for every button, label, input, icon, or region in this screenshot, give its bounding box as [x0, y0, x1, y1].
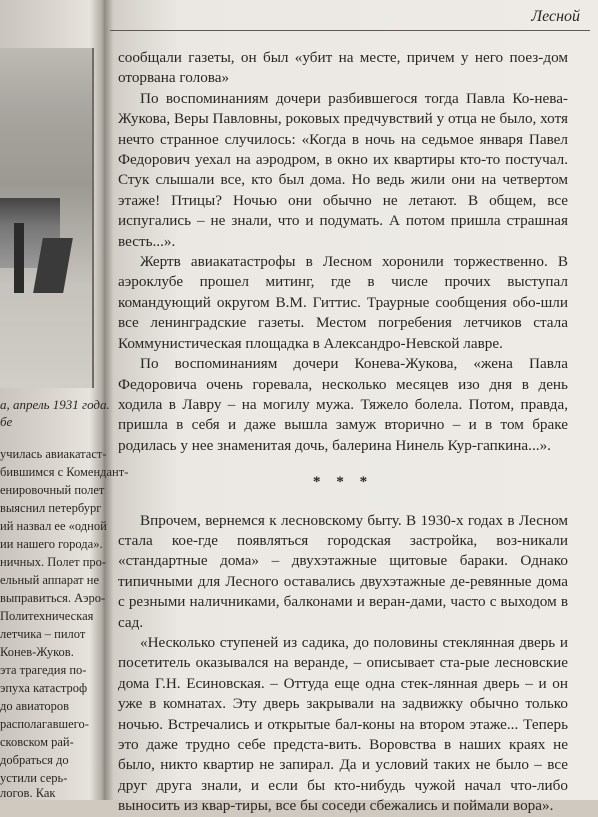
left-text-line: эта трагедия по-: [0, 663, 87, 677]
left-text-line: ельный аппарат не: [0, 573, 99, 587]
left-text-line: ий назвал ее «одной: [0, 519, 107, 533]
left-text-line: эпуха катастроф: [0, 681, 88, 695]
left-text-line: устили серь-: [0, 771, 68, 785]
left-text-line: бившимся с Комендант-: [0, 465, 129, 479]
left-text-line: Политехническая: [0, 609, 94, 623]
paragraph: По воспоминаниям дочери разбившегося тогда Павла Ко-нева-Жукова, Веры Павловны, роковых предчувствий у отца не было, хотя нечто странное случилось: «Когда в ночь на седьмое января Павел Федорович уехал на аэродром, в окно их квартиры кто-то постучал. Стук слышали все, кто был дома. Но ведь жили они на четвертом этаже! Птицы? Ночью они обычно не летают. В общем, все испугались – не знали, что и подумать. А потом пришла страшная весть...».: [118, 89, 568, 250]
body-text: [118, 48, 568, 817]
left-text-line: располагавшего-: [0, 717, 89, 731]
left-page: [0, 0, 129, 800]
paragraph: Жертв авиакатастрофы в Лесном хоронили торжественно. В аэроклубе прошел митинг, где в числе прочих выступал командующий округом В.М. Гиттис. Траурные сообщения обо-шли все ленинградские газеты. Местом погребения летчиков стала Коммунистическая площадка в Александро-Невской лавре.: [118, 253, 568, 352]
left-text-line: енировочный полет: [0, 483, 105, 497]
running-head: [110, 0, 590, 28]
left-text-line: логов. Как: [0, 786, 56, 800]
left-text-line: выяснил петербург: [0, 501, 102, 515]
archival-photo: [0, 48, 94, 388]
photo-caption: [0, 396, 110, 430]
caption-line: бе: [0, 414, 13, 429]
section-title: Лесной: [531, 8, 580, 25]
paragraph: По воспоминаниям дочери Конева-Жукова, «жена Павла Федоровича очень горевала, несколько месяцев изо дня в день ходила в Лавру – на могилу мужа. Тяжело болела. Потом, правда, пришла в себя и даже вышла замуж вторично – и в том браке родилась у нее знаменитая дочь, балерина Нинель Кур-гапкина...».: [118, 355, 568, 454]
left-text-line: ничных. Полет про-: [0, 555, 107, 569]
left-text-line: училась авиакатаст-: [0, 447, 107, 461]
caption-line: а, апрель 1931 года.: [0, 397, 110, 412]
paragraph: Впрочем, вернемся к лесновскому быту. В 1930-х годах в Лесном стала кое-где появляться городская застройка, воз-никали «стандартные дома» – двухэтажные щитовые бараки. Однако типичными для Лесного оставались двухэтажные де-ревянные дома с резными наличниками, балконами и веран-дами, часто с выходом в сад.: [118, 511, 568, 631]
left-text-line: летчика – пилот: [0, 627, 86, 641]
paragraph: сообщали газеты, он был «убит на месте, причем у него поез-дом оторвана голова»: [118, 49, 568, 87]
left-text-line: добраться до: [0, 753, 69, 767]
left-text-line: до авиаторов: [0, 699, 70, 713]
right-page: [110, 0, 590, 815]
left-text-line: Конев-Жуков.: [0, 645, 74, 659]
paragraph: «Несколько ступеней из садика, до половины стеклянная дверь и посетитель оказывался на веранде, – описывает ста-рые лесновские дома Г.Н. Есиновская. – Оттуда еще одна стек-лянная дверь – и он уже в комнатах. Эту дверь закрывали на задвижку обычно только ночью. Встречались и открытые бал-коны на втором этаже... Теперь это даже трудно себе предста-вить. Воровства в наших краях не было, никто квартир не запирал. Да и условий таких не было – все друг друга знали, и если бы кто-нибудь чужой начал что-либо выносить из квар-тиры, все бы соседи сбежались и поймали вора».: [118, 633, 568, 815]
left-text-line: ии нашего города».: [0, 537, 103, 551]
photo-figure: [14, 223, 24, 293]
left-text-line: сковском рай-: [0, 735, 74, 749]
section-divider: * * *: [312, 473, 374, 491]
header-rule: [110, 30, 590, 31]
left-text-line: выправиться. Аэро-: [0, 591, 106, 605]
